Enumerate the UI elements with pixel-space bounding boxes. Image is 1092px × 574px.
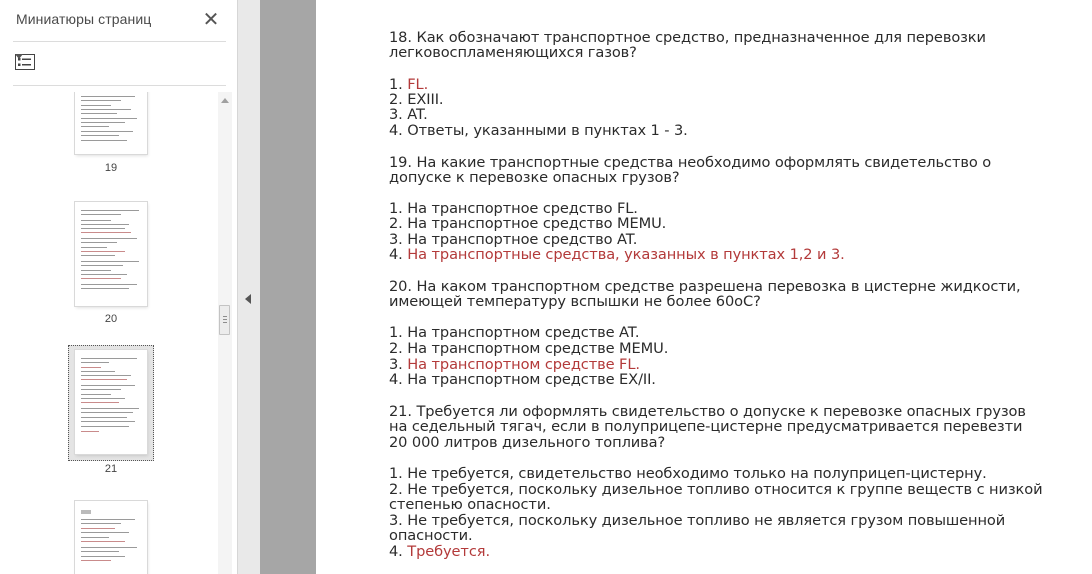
divider bbox=[13, 85, 226, 86]
question-20-answer-2: 2. На транспортном средстве MEMU. bbox=[389, 340, 669, 357]
question-19-title: 19. На какие транспортные средства необходимо оформлять свидетельство о bbox=[389, 154, 992, 171]
thumbnail-list bbox=[0, 92, 218, 574]
panel-title: Миниатюры страниц bbox=[16, 11, 152, 27]
answer-number: 4. bbox=[389, 246, 408, 263]
correct-answer-text: На транспортные средства, указанных в пунктах 1,2 и 3. bbox=[407, 246, 845, 263]
panel-splitter[interactable] bbox=[238, 0, 260, 574]
thumbnail-page-number: 21 bbox=[104, 463, 118, 475]
question-18-title: 18. Как обозначают транспортное средство, предназначенное для перевозки bbox=[389, 29, 986, 46]
page-thumbnail[interactable] bbox=[75, 202, 147, 306]
question-19-answer-3: 3. На транспортное средство AT. bbox=[389, 231, 638, 248]
answer-number: 3. bbox=[389, 356, 408, 373]
correct-answer-text: Требуется. bbox=[407, 543, 490, 560]
question-21-answer-2-cont: степенью опасности. bbox=[389, 496, 551, 513]
page-thumbnail[interactable] bbox=[75, 92, 147, 154]
thumbnails-scrollbar[interactable] bbox=[218, 92, 232, 574]
question-21-title-cont2: 20 000 литров дизельного топлива? bbox=[389, 434, 666, 451]
question-20-answer-4: 4. На транспортном средстве EX/II. bbox=[389, 371, 656, 388]
question-19-answer-1: 1. На транспортное средство FL. bbox=[389, 200, 638, 217]
document-page bbox=[316, 0, 1092, 574]
page-thumbnail[interactable] bbox=[75, 501, 147, 574]
document-background bbox=[260, 0, 316, 574]
correct-answer-text: FL. bbox=[407, 76, 429, 93]
thumbnail-page-number: 20 bbox=[104, 313, 118, 325]
question-18-answer-3: 3. AT. bbox=[389, 106, 428, 123]
scroll-up-arrow-icon[interactable] bbox=[221, 98, 229, 103]
chevron-down-icon bbox=[15, 54, 23, 59]
question-19-title-cont: допуске к перевозке опасных грузов? bbox=[389, 169, 680, 186]
question-20-answer-1: 1. На транспортном средстве AT. bbox=[389, 324, 640, 341]
answer-number: 1. bbox=[389, 76, 408, 93]
divider bbox=[13, 41, 226, 42]
close-icon[interactable]: ✕ bbox=[202, 7, 220, 31]
thumbnail-options-button[interactable] bbox=[15, 52, 55, 74]
scrollbar-thumb[interactable] bbox=[219, 305, 230, 335]
question-18-answer-2: 2. EXIII. bbox=[389, 91, 444, 108]
question-19-answer-4 bbox=[389, 247, 845, 262]
panel-header bbox=[0, 0, 237, 41]
question-21-answer-3-cont: опасности. bbox=[389, 527, 473, 544]
collapse-panel-arrow-icon[interactable] bbox=[245, 294, 251, 304]
question-21-answer-3: 3. Не требуется, поскольку дизельное топливо не является грузом повышенной bbox=[389, 512, 1006, 529]
question-18-answer-4: 4. Ответы, указанными в пунктах 1 - 3. bbox=[389, 122, 688, 139]
question-21-title-cont: на седельный тягач, если в полуприцепе-цистерне предусматривается перевезти bbox=[389, 418, 1023, 435]
question-21-answer-2: 2. Не требуется, поскольку дизельное топливо относится к группе веществ с низкой bbox=[389, 481, 1043, 498]
question-21-answer-1: 1. Не требуется, свидетельство необходимо только на полуприцеп-цистерну. bbox=[389, 465, 987, 482]
question-21-title: 21. Требуется ли оформлять свидетельство о допуске к перевозке опасных грузов bbox=[389, 403, 1026, 420]
question-19-answer-2: 2. На транспортное средство MEMU. bbox=[389, 215, 667, 232]
question-20-title-cont: имеющей температуру вспышки не более 60оС? bbox=[389, 293, 761, 310]
question-18-title-cont: легковоспламеняющихся газов? bbox=[389, 44, 637, 61]
correct-answer-text: На транспортном средстве FL. bbox=[407, 356, 640, 373]
question-21-answer-4 bbox=[389, 544, 490, 559]
page-thumbnail-selected[interactable] bbox=[75, 350, 147, 454]
thumbnail-page-number: 19 bbox=[104, 162, 118, 174]
answer-number: 4. bbox=[389, 543, 408, 560]
question-20-title: 20. На каком транспортном средстве разрешена перевозка в цистерне жидкости, bbox=[389, 278, 1021, 295]
page-thumbnails-panel bbox=[0, 0, 238, 574]
